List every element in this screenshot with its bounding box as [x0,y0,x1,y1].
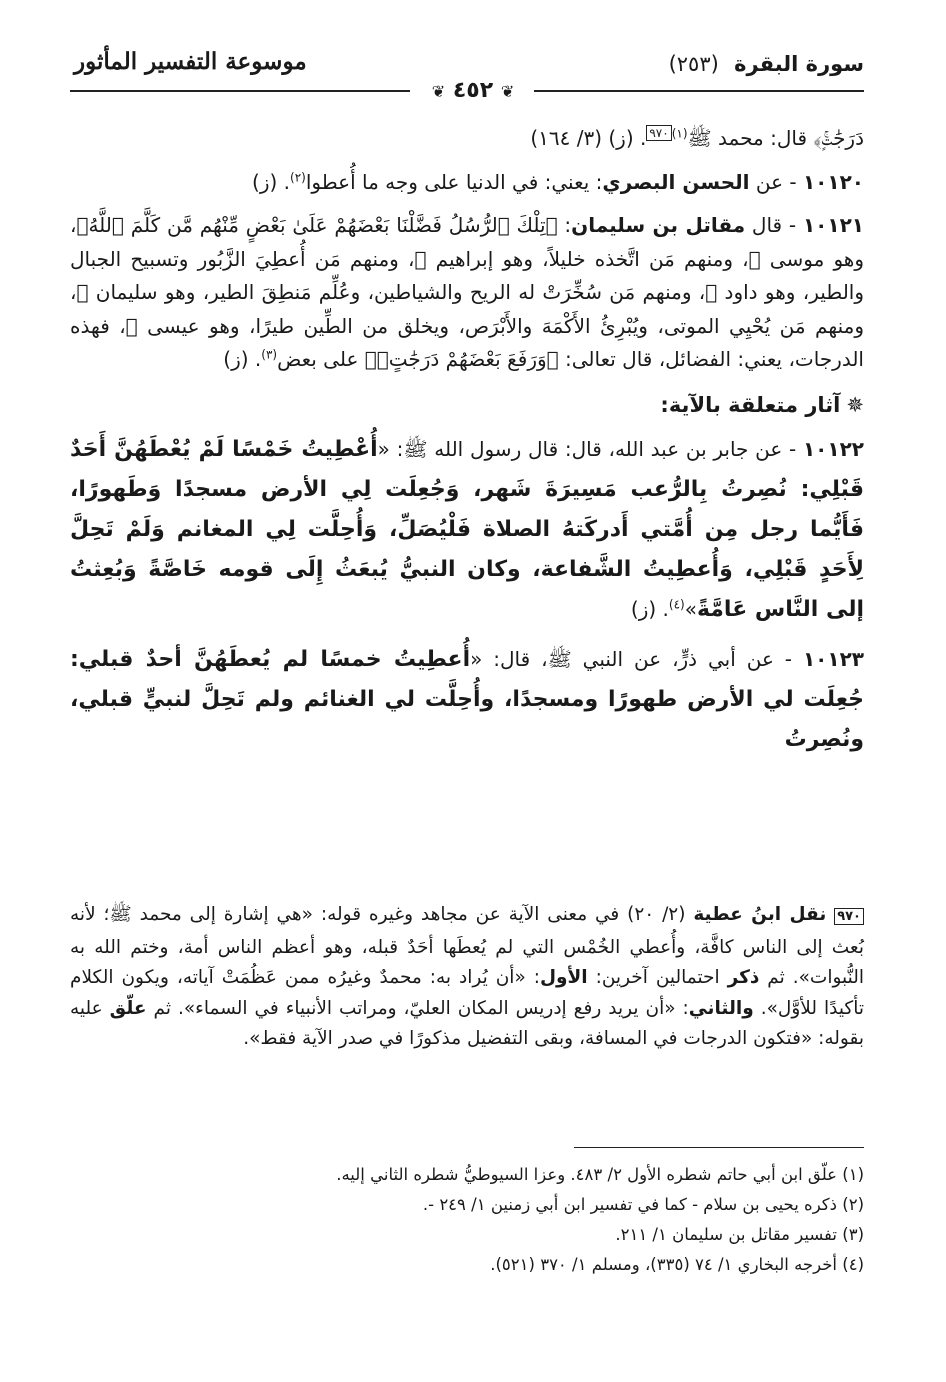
narrator-name: مقاتل بن سليمان [571,213,746,237]
narration-number: ١٠١٢٢ [802,437,864,461]
note-source: نقل ابنُ عطية [693,904,827,925]
paragraph-continuation: دَرَجَٰتٍۚ﴾ قال: محمد ﷺ$^{(١)}$٩٧٠. (ز) (٣/ ١٦٤) [530,126,864,150]
footnote-3: (٣) تفسير مقاتل بن سليمان ١/ ٢١١. [615,1225,864,1244]
surah-verse-ref: (٢٥٣) [668,52,719,76]
running-header-book: موسوعة التفسير المأثور [74,48,307,75]
ornament-icon: ❦ [500,82,515,101]
footnote-marker: (٢) [290,169,306,184]
hadith-text: أُعْطِيتُ خَمْسًا لَمْ يُعْطَهُنَّ أَحَدٌ قَبْلِي: نُصِرتُ بِالرُّعب مَسِيرَةَ شَهر، وَجُعِلَت لِي الأرض مسجدًا وَطَهورًا، فَأَيُّما رجل مِن أُمَّتي أَدركَتهُ الصلاة فَلْيُصَلِّ، وَأُحِلَّت لِي المغانم وَلَمْ تَحِلَّ لِأَحَدٍ قَبْلِي، وَأُعطِيتُ الشَّفاعة، وكان النبيُّ يُبعَثُ إِلَى قومه خَاصَّةً وَبُعِثتُ إلى النَّاس عَامَّةً [70,437,864,622]
note-reference: ٩٧٠ [834,908,864,925]
footnote-4: (٤) أخرجه البخاري ١/ ٧٤ (٣٣٥)، ومسلم ١/ ٣٧٠ (٥٢١). [490,1255,864,1274]
hadith-text: أُعطِيتُ خمسًا لم يُعطَهُنَّ أحدٌ قبلي: جُعِلَت لي الأرض طهورًا ومسجدًا، وأُحِلَّت لي الغنائم ولم تَحِلَّ لنبيٍّ قبلي، ونُصِرتُ [70,647,864,752]
footnote-marker: (١) [671,126,688,141]
narration-number: ١٠١٢١ [802,213,864,237]
narration-number: ١٠١٢٣ [802,647,864,671]
footnote-1: (١) علّق ابن أبي حاتم شطره الأول ٢/ ٤٨٣. وعزا السيوطيُّ شطره الثاني إليه. [336,1165,864,1184]
page-number-value: ٤٥٢ [452,78,494,103]
section-heading: ✵آثار متعلقة بالآية: [660,392,864,417]
footnote-separator [574,1147,864,1148]
footnote-marker: (٣) [261,347,278,362]
running-header-surah [669,52,864,76]
narrator-name: الحسن البصري [602,169,750,194]
narration-10120: ١٠١٢٠ - عن الحسن البصري: يعني: في الدنيا على وجه ما أُعطوا$^{(٢)}$. (ز) [252,169,864,194]
star-icon: ✵ [846,392,864,417]
surah-title: سورة البقرة [734,52,864,76]
header-rule-right [524,90,864,92]
ornament-icon: ❦ [431,82,446,101]
footnotes [70,1160,864,1280]
footnote-marker: (٤) [668,597,685,612]
narration-10123: ١٠١٢٣ - عن أبي ذرٍّ، عن النبي ﷺ، قال: «أُعطِيتُ خمسًا لم يُعطَهُنَّ أحدٌ قبلي: جُعِلَت لي الأرض طهورًا ومسجدًا، وأُحِلَّت لي الغنائم ولم تَحِلَّ لنبيٍّ قبلي، ونُصِرتُ [70,647,864,752]
scholarly-note: ٩٧٠ نقل ابنُ عطية (٢/ ٢٠) في معنى الآية عن مجاهد وغيره قوله: «هي إشارة إلى محمد ﷺ؛ لأنه بُعث إلى الناس كافَّة، وأُعطي الخُمْس التي لم يُعطَها أحَدٌ قبله، وهو أعظم الناس أمة، وختم الله به النُّبوات». ثم ذكر احتمالين آخرين: الأول: «أن يُراد به: محمدٌ وغيرُه ممن عَظُمَتْ آياته، ويكون الكلام تأكيدًا للأوَّل». والثاني: «أن يريد رفع إدريس المكان العليّ، ومراتب الأنبياء في السماء». ثم علّق عليه بقوله: «فتكون الدرجات في المسافة، وبقى التفضيل مذكورًا في صدر الآية فقط». [70,904,864,1049]
main-text [70,122,864,770]
footnote-2: (٢) ذكره يحيى بن سلام - كما في تفسير ابن أبي زمنين ١/ ٢٤٩ -. [422,1195,864,1214]
narration-number: ١٠١٢٠ [802,169,864,194]
header-rule-left [70,90,410,92]
narration-10121: ١٠١٢١ - قال مقاتل بن سليمان: ﴿تِلْكَ ٱلرُّسُلُ فَضَّلْنَا بَعْضَهُمْ عَلَىٰ بَعْضٍ مِّنْهُم مَّن كَلَّمَ ٱللَّهُ﴾، وهو موسى ﷺ، ومنهم مَن اتَّخذه خليلاً، وهو إبراهيم ﷺ، ومنهم مَن أُعطِيَ الزَّبُور وتسبيح الجبال والطير، وهو داود ﷺ، ومنهم مَن سُخِّرَتْ له الريح والشياطين، وعُلِّم مَنطِقَ الطير، وهو سليمان ﷺ، ومنهم مَن يُحْيِي الموتى، ويُبْرِئُ الأَكْمَهَ والأَبْرَص، ويخلق من الطِّين طيرًا، وهو عيسى ﷺ، فهذه الدرجات، يعني: الفضائل، قال تعالى: ﴿وَرَفَعَ بَعْضَهُمْ دَرَجَٰتٍۚ﴾ على بعض$^{(٣)}$. (ز) [70,213,864,371]
narration-10122: ١٠١٢٢ - عن جابر بن عبد الله، قال: قال رسول الله ﷺ: «أُعْطِيتُ خَمْسًا لَمْ يُعْطَهُنَّ أَحَدٌ قَبْلِي: نُصِرتُ بِالرُّعب مَسِيرَةَ شَهر، وَجُعِلَت لِي الأرض مسجدًا وَطَهورًا، فَأَيُّما رجل مِن أُمَّتي أَدركَتهُ الصلاة فَلْيُصَلِّ، وَأُحِلَّت لِي المغانم وَلَمْ تَحِلَّ لِأَحَدٍ قَبْلِي، وَأُعطِيتُ الشَّفاعة، وكان النبيُّ يُبعَثُ إِلَى قومه خَاصَّةً وَبُعِثتُ إلى النَّاس عَامَّةً»$^{(٤)}$. (ز) [70,437,864,622]
page-number [412,78,534,103]
note-reference: ٩٧٠ [646,125,671,141]
